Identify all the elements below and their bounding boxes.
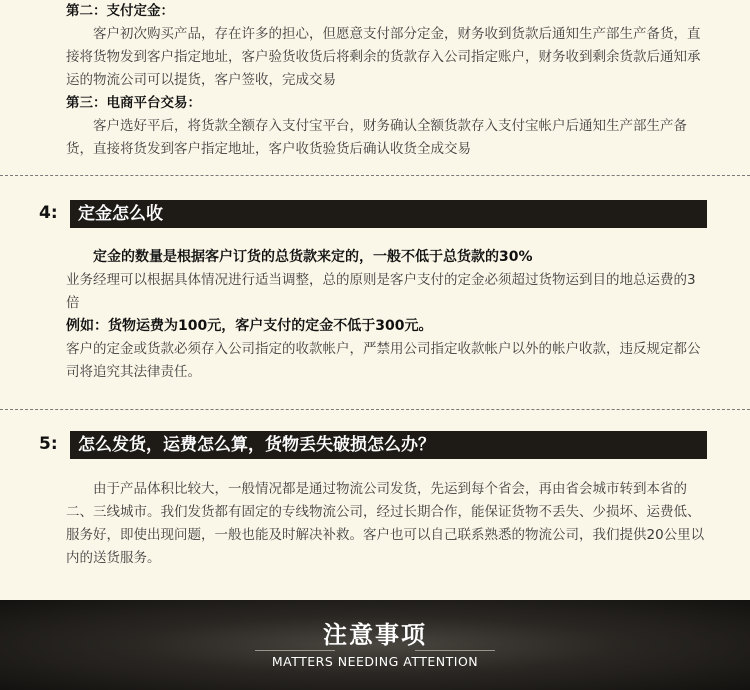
banner-divider-left	[255, 650, 335, 651]
deposit-rule-line: 定金的数量是根据客户订货的总货款来定的，一般不低于总货款的30%	[93, 249, 533, 265]
section-5-number: 5:	[39, 434, 58, 454]
payment-option-3	[66, 92, 706, 161]
section-5-title-bar: 怎么发货，运费怎么算，货物丢失破损怎么办？	[70, 431, 707, 459]
payment-option-2-title: 第二：支付定金：	[66, 3, 174, 19]
deposit-account-line: 客户的定金或货款必须存入公司指定的收款帐户，严禁用公司指定收款帐户以外的帐户收款，违反规定都公司将追究其法律责任。	[66, 341, 701, 380]
section-5-body: 由于产品体积比较大，一般情况都是通过物流公司发货，先运到每个省会，再由省会城市转到本省的二、三线城市。我们发货都有固定的专线物流公司，经过长期合作，能保证货物不丢失、少损坏、运费低、服务好，即使出现问题，一般也能及时解决补救。客户也可以自己联系熟悉的物流公司，我们提供20公里以内的送货服务。	[66, 481, 705, 566]
payment-option-2	[66, 0, 706, 92]
banner-divider-right	[415, 650, 495, 651]
attention-title: 注意事项	[323, 621, 427, 649]
section-divider	[0, 175, 750, 176]
payment-option-3-text: 客户选好平后，将货款全额存入支付宝平台，财务确认全额货款存入支付宝帐户后通知生产部生产备货，直接将货发到客户指定地址，客户收货验货后确认收货全成交易	[66, 118, 687, 157]
section-4-title-bar: 定金怎么收	[70, 200, 707, 228]
section-4-body	[66, 246, 706, 384]
section-divider	[0, 409, 750, 410]
payment-option-3-title: 第三：电商平台交易：	[66, 95, 201, 111]
deposit-adjust-line: 业务经理可以根据具体情况进行适当调整，总的原则是客户支付的定金必须超过货物运到目的地总运费的3倍	[66, 272, 696, 311]
attention-subtitle: MATTERS NEEDING ATTENTION	[271, 654, 479, 669]
payment-option-2-text: 客户初次购买产品，存在许多的担心，但愿意支付部分定金，财务收到货款后通知生产部生产备货，直接将货物发到客户指定地址，客户验货收货后将剩余的货款存入公司指定账户，财务收到剩余货款后通知承运的物流公司可以提货，客户签收，完成交易	[66, 26, 701, 88]
section-4-number: 4:	[39, 203, 58, 223]
deposit-example-line: 例如：货物运费为100元，客户支付的定金不低于300元。	[66, 318, 433, 334]
attention-banner	[0, 600, 750, 690]
